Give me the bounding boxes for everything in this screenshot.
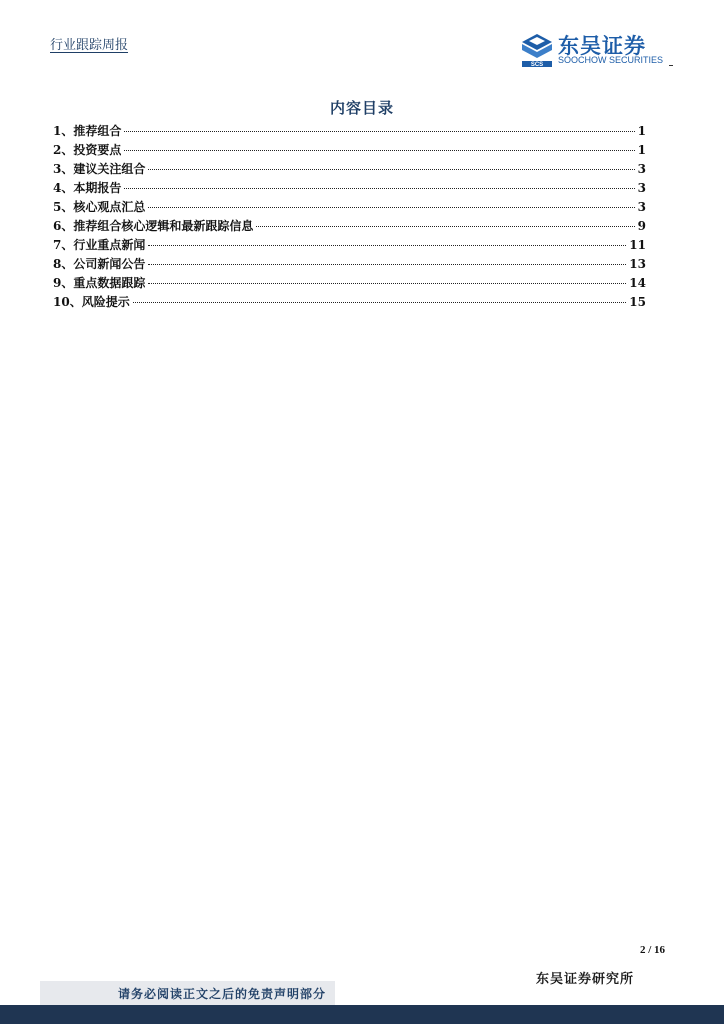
- toc-entry-page: 15: [629, 295, 646, 309]
- toc-entry-page: 1: [637, 124, 646, 138]
- toc-entry-page: 3: [637, 200, 646, 214]
- toc-entry-page: 1: [637, 143, 646, 157]
- toc-entry-label: 10、风险提示: [53, 295, 130, 309]
- toc-entry-page: 14: [629, 276, 646, 290]
- soochow-securities-logo: [520, 30, 670, 70]
- logo-english-name: SOOCHOW SECURITIES: [558, 55, 664, 65]
- toc-leader-dots: [124, 188, 634, 189]
- toc-entry-label: 6、推荐组合核心逻辑和最新跟踪信息: [53, 219, 254, 233]
- toc-entry[interactable]: [53, 274, 646, 293]
- toc-leader-dots: [148, 283, 626, 284]
- toc-entry-label: 1、推荐组合: [53, 124, 122, 138]
- toc-entry-page: 11: [629, 238, 646, 252]
- toc-entry[interactable]: [53, 141, 646, 160]
- toc-entry[interactable]: [53, 160, 646, 179]
- toc-entry-page: 3: [637, 162, 646, 176]
- report-type-label: 行业跟踪周报: [50, 38, 129, 53]
- toc-entry[interactable]: [53, 198, 646, 217]
- toc-leader-dots: [148, 245, 626, 246]
- toc-entry[interactable]: [53, 255, 646, 274]
- footer-bar: [0, 1005, 724, 1024]
- toc-entry-label: 3、建议关注组合: [53, 162, 146, 176]
- toc-leader-dots: [148, 207, 634, 208]
- toc-entry-page: 3: [637, 181, 646, 195]
- toc-leader-dots: [124, 150, 634, 151]
- toc-entry[interactable]: [53, 179, 646, 198]
- toc-entry[interactable]: [53, 217, 646, 236]
- toc-leader-dots: [256, 226, 634, 227]
- disclaimer-text: 请务必阅读正文之后的免责声明部分: [118, 987, 327, 1001]
- disclaimer-banner: [40, 981, 335, 1005]
- institute-name: 东吴证券研究所: [536, 972, 635, 987]
- toc-entry[interactable]: [53, 122, 646, 141]
- toc-leader-dots: [124, 131, 634, 132]
- toc-title: 内容目录: [329, 99, 394, 117]
- page-number: 2 / 16: [640, 944, 666, 956]
- toc-leader-dots: [148, 264, 626, 265]
- toc-entry-label: 9、重点数据跟踪: [53, 276, 146, 290]
- logo-abbreviation: SCS: [530, 62, 544, 68]
- toc-entry[interactable]: [53, 293, 646, 312]
- toc-entry[interactable]: [53, 236, 646, 255]
- toc-entry-page: 13: [629, 257, 646, 271]
- logo-chinese-name: 东吴证券: [558, 34, 646, 58]
- table-of-contents: [53, 122, 646, 312]
- header-divider-mark: [669, 65, 673, 66]
- logo-mark-icon: [520, 32, 554, 70]
- toc-leader-dots: [148, 169, 634, 170]
- toc-entry-label: 5、核心观点汇总: [53, 200, 146, 214]
- toc-entry-label: 4、本期报告: [53, 181, 122, 195]
- toc-entry-page: 9: [637, 219, 646, 233]
- toc-leader-dots: [133, 302, 627, 303]
- toc-entry-label: 7、行业重点新闻: [53, 238, 146, 252]
- toc-entry-label: 2、投资要点: [53, 143, 122, 157]
- toc-entry-label: 8、公司新闻公告: [53, 257, 146, 271]
